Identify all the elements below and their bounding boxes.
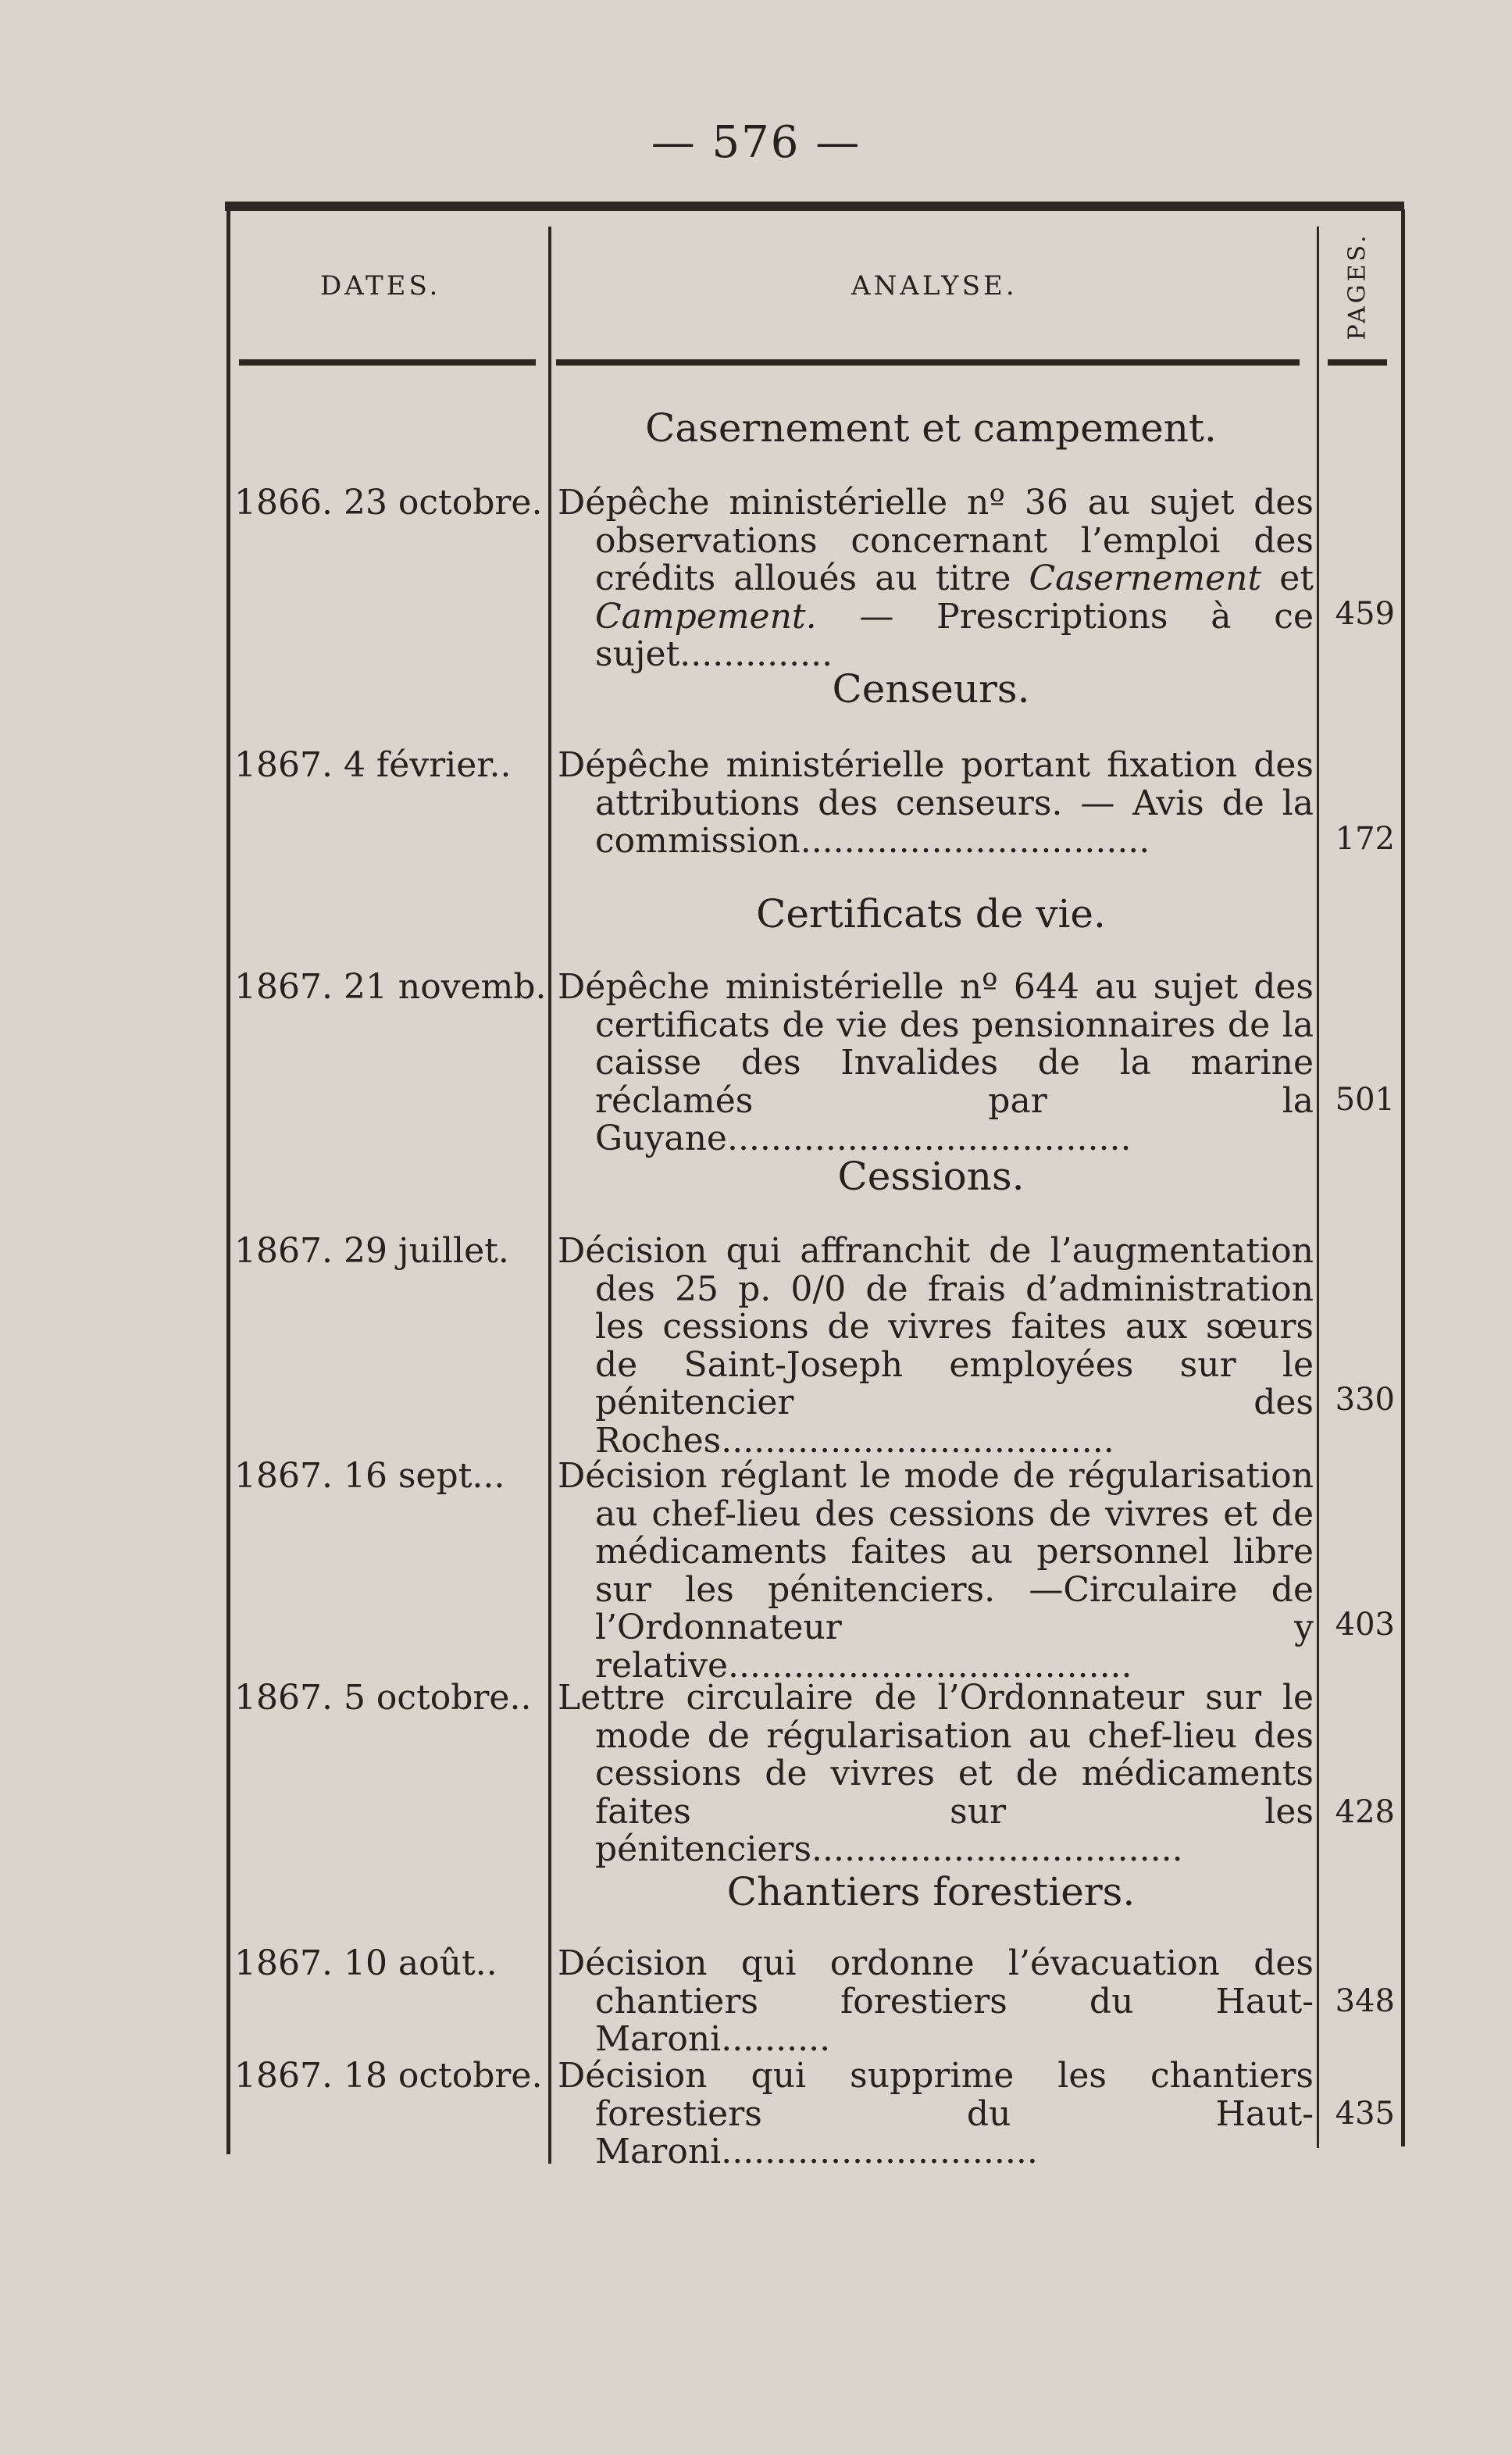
section-title-cessions: Cessions. [837,1154,1025,1199]
header-rule-analyse [556,359,1300,366]
entry-page-ref: 330 [1335,1382,1395,1418]
entry-page-ref: 172 [1335,821,1395,857]
entry-date: 1866. 23 octobre. [234,483,543,523]
entry-date: 1867. 29 juillet. [234,1231,509,1271]
entry-analysis: Dépêche ministérielle portant fixation des attributions des censeurs. — Avis de la commission................................ [558,745,1314,861]
entry-page-ref: 459 [1335,596,1395,632]
entry-date: 1867. 5 octobre.. [234,1678,532,1718]
entry-analysis: Décision réglant le mode de régularisation au chef-lieu des cessions de vivres et de médicaments faites au personnel libre sur les pénitenciers. —Circulaire de l’Ordonnateur y relative..................................... [558,1456,1314,1686]
header-pages: PAGES. [1343,232,1371,340]
table-top-rule [225,202,1404,211]
entry-analysis: Décision qui supprime les chantiers forestiers du Haut-Maroni............................. [558,2056,1314,2171]
header-dates: DATES. [320,270,441,302]
entry-analysis: Décision qui ordonne l’évacuation des chantiers forestiers du Haut-Maroni.......... [558,1943,1314,2059]
column-divider-pages [1317,227,1319,2148]
entry-date: 1867. 10 août.. [234,1943,497,1983]
entry-analysis: Dépêche ministérielle nº 36 au sujet des observations concernant l’emploi des crédits alloués au titre Casernement et Campement. — Prescriptions à ce sujet.............. [558,483,1314,674]
entry-page-ref: 403 [1335,1607,1395,1643]
section-title-censeurs: Censeurs. [832,666,1030,712]
entry-date: 1867. 18 octobre. [234,2056,543,2096]
column-divider-dates [548,227,551,2164]
entry-date: 1867. 21 novemb. [234,967,547,1007]
entry-analysis: Dépêche ministérielle nº 644 au sujet des certificats de vie des pensionnaires de la caisse des Invalides de la marine réclamés par la Guyane..................................... [558,967,1314,1158]
section-title-casernement: Casernement et campement. [645,405,1217,451]
header-rule-pages [1328,359,1387,366]
entry-page-ref: 348 [1335,1983,1395,2019]
section-title-chantiers: Chantiers forestiers. [726,1869,1136,1914]
header-rule-dates [239,359,536,366]
page-number: — 576 — [651,117,861,168]
table-left-border [226,209,230,2154]
entry-page-ref: 435 [1335,2096,1395,2132]
entry-date: 1867. 4 février.. [234,745,512,785]
header-analyse: ANALYSE. [851,270,1018,302]
entry-page-ref: 501 [1335,1082,1395,1118]
table-right-border [1401,209,1405,2146]
section-title-certificats: Certificats de vie. [756,891,1106,937]
entry-page-ref: 428 [1335,1794,1395,1830]
entry-analysis: Décision qui affranchit de l’augmentation des 25 p. 0/0 de frais d’administration les cessions de vivres faites aux sœurs de Saint-Joseph employées sur le pénitencier des Roches.................................... [558,1231,1314,1461]
entry-analysis: Lettre circulaire de l’Ordonnateur sur le mode de régularisation au chef-lieu des cessions de vivres et de médicaments faites sur les pénitenciers.................................. [558,1678,1314,1869]
entry-date: 1867. 16 sept... [234,1456,505,1496]
